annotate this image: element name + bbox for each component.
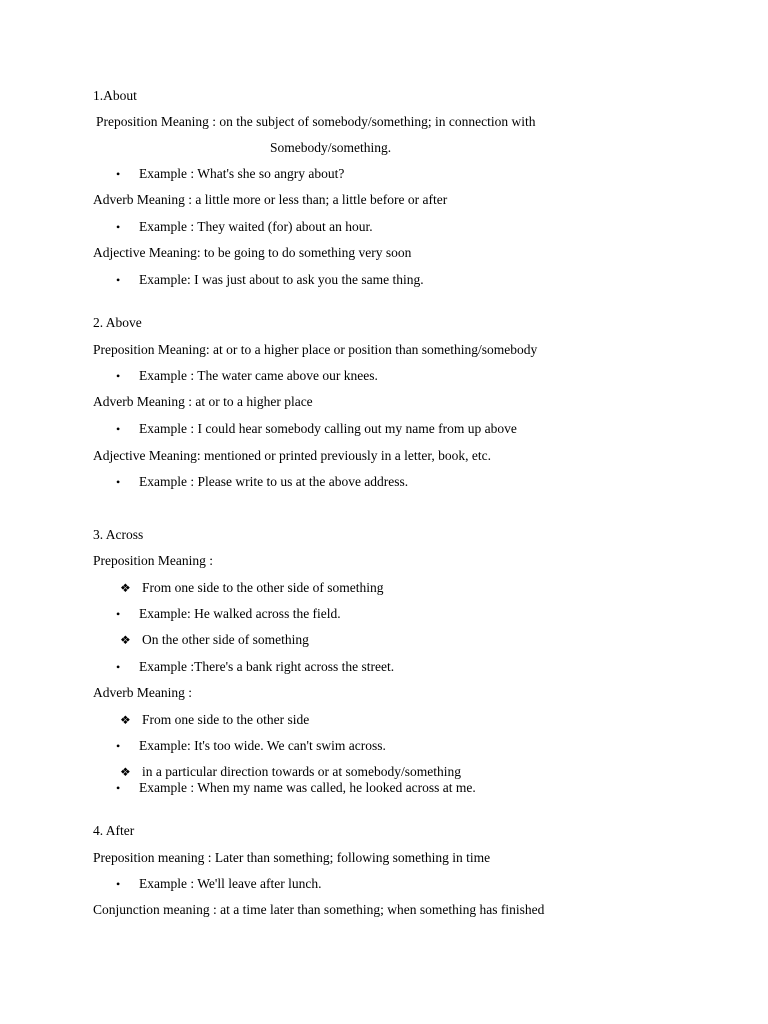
bullet-icon: • (116, 877, 121, 891)
example-text: Example : What's she so angry about? (139, 166, 345, 181)
example-text: Example: He walked across the field. (139, 606, 341, 621)
sub-meaning: From one side to the other side (142, 712, 310, 727)
bullet-icon: • (116, 660, 121, 674)
sub-meaning: On the other side of something (142, 632, 309, 647)
adverb-meaning: Adverb Meaning : a little more or less than; a little before or after (93, 192, 448, 207)
example-text: Example: I was just about to ask you the same thing. (139, 272, 424, 287)
adverb-meaning: Adverb Meaning : at or to a higher place (93, 394, 313, 409)
bullet-icon: • (116, 273, 121, 287)
preposition-meaning: Preposition Meaning : (93, 553, 213, 568)
diamond-bullet-icon: ❖ (120, 765, 131, 779)
bullet-icon: • (116, 475, 121, 489)
preposition-meaning-continued: Somebody/something. (270, 140, 392, 155)
diamond-bullet-icon: ❖ (120, 581, 131, 595)
bullet-icon: • (116, 369, 121, 383)
bullet-icon: • (116, 422, 121, 436)
example-text: Example : I could hear somebody calling out my name from up above (139, 421, 517, 436)
example-text: Example : We'll leave after lunch. (139, 876, 322, 891)
preposition-meaning: Preposition Meaning: at or to a higher place or position than something/somebody (93, 342, 538, 357)
sub-meaning: From one side to the other side of something (142, 580, 384, 595)
example-text: Example : The water came above our knees. (139, 368, 378, 383)
bullet-icon: • (116, 167, 121, 181)
adjective-meaning: Adjective Meaning: mentioned or printed previously in a letter, book, etc. (93, 448, 491, 463)
diamond-bullet-icon: ❖ (120, 633, 131, 647)
bullet-icon: • (116, 781, 121, 795)
example-text: Example : They waited (for) about an hour. (139, 219, 373, 234)
bullet-icon: • (116, 220, 121, 234)
sub-meaning: in a particular direction towards or at somebody/something (142, 764, 462, 779)
example-text: Example : When my name was called, he looked across at me. (139, 780, 476, 795)
conjunction-meaning: Conjunction meaning : at a time later than something; when something has finished (93, 902, 545, 917)
preposition-meaning: Preposition Meaning : on the subject of somebody/something; in connection with (96, 114, 536, 129)
example-text: Example: It's too wide. We can't swim across. (139, 738, 386, 753)
bullet-icon: • (116, 739, 121, 753)
bullet-icon: • (116, 607, 121, 621)
example-text: Example : Please write to us at the above address. (139, 474, 409, 489)
adverb-meaning: Adverb Meaning : (93, 685, 192, 700)
preposition-meaning: Preposition meaning : Later than something; following something in time (93, 850, 491, 865)
diamond-bullet-icon: ❖ (120, 713, 131, 727)
example-text: Example :There's a bank right across the street. (139, 659, 395, 674)
adjective-meaning: Adjective Meaning: to be going to do something very soon (93, 245, 412, 260)
section-heading-about: 1.About (93, 88, 137, 103)
section-heading-across: 3. Across (93, 527, 144, 542)
section-heading-after: 4. After (93, 823, 135, 838)
section-heading-above: 2. Above (93, 315, 142, 330)
